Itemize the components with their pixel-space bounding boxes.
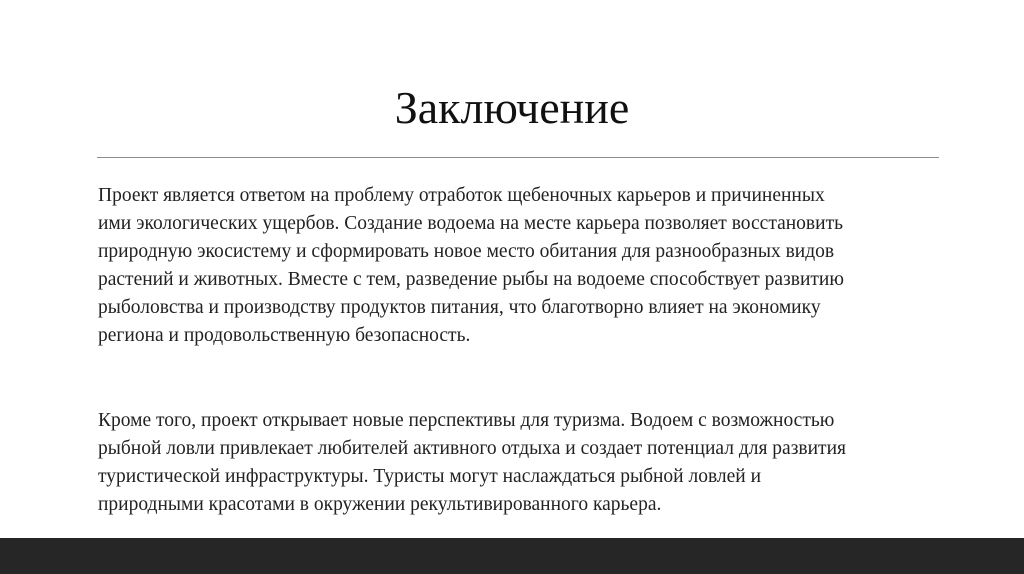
paragraph-line: региона и продовольственную безопасность. xyxy=(98,325,471,346)
paragraph-line: природную экосистему и сформировать новое место обитания для разнообразных видов xyxy=(98,241,835,262)
conclusion-paragraph-1 xyxy=(98,182,928,350)
paragraph-line: растений и животных. Вместе с тем, разведение рыбы на водоеме способствует развитию xyxy=(98,269,844,290)
paragraph-line: природными красотами в окружении рекультивированного карьера. xyxy=(98,494,662,515)
paragraph-line: рыболовства и производству продуктов питания, что благотворно влияет на экономику xyxy=(98,297,821,318)
title-divider xyxy=(97,157,939,158)
slide-title: Заключение xyxy=(394,82,630,133)
paragraph-line: туристической инфраструктуры. Туристы могут наслаждаться рыбной ловлей и xyxy=(98,466,762,487)
presentation-bottom-bar xyxy=(0,538,1024,574)
paragraph-line: рыбной ловли привлекает любителей активного отдыха и создает потенциал для развития xyxy=(98,438,846,459)
conclusion-paragraph-2 xyxy=(98,407,928,519)
paragraph-line: ими экологических ущербов. Создание водоема на месте карьера позволяет восстановить xyxy=(98,213,843,234)
paragraph-line: Кроме того, проект открывает новые перспективы для туризма. Водоем с возможностью xyxy=(98,410,835,431)
paragraph-line: Проект является ответом на проблему отработок щебеночных карьеров и причиненных xyxy=(98,185,825,206)
